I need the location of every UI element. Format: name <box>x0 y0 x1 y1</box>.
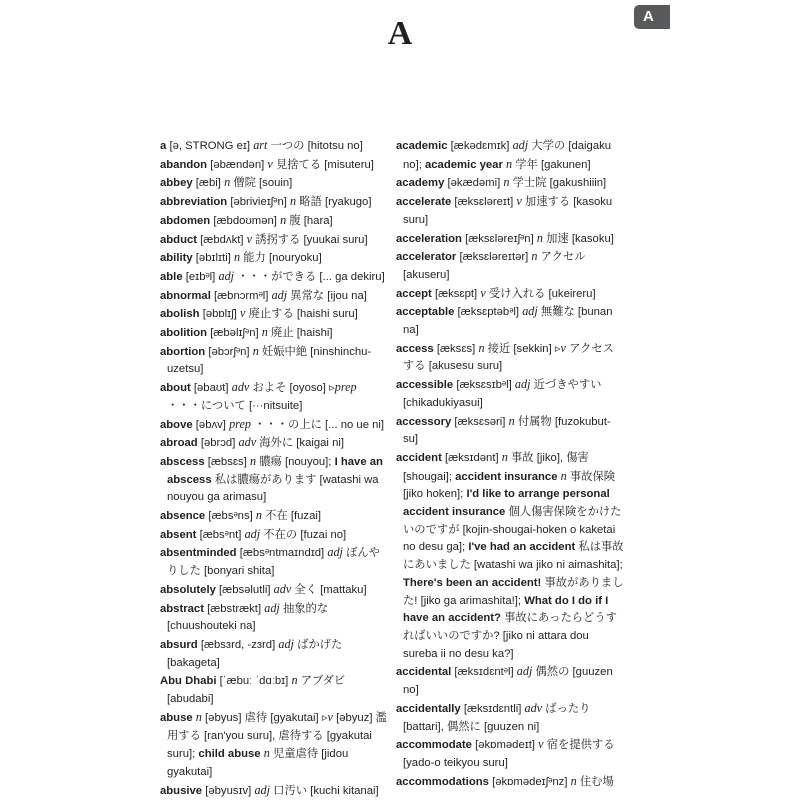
gloss: ぼんやりした [bonyari shita] <box>167 547 380 578</box>
part-of-speech: n <box>531 249 538 264</box>
gloss: 抽象的な [chuushouteki na] <box>167 602 329 633</box>
example-translation: 私は事故にあいました [watashi wa jiko ni aimashita]; <box>403 541 624 572</box>
dictionary-entry <box>396 193 624 229</box>
gloss: 加速 [kasoku] <box>546 232 614 245</box>
gloss: およそ [oyoso] <box>252 382 326 395</box>
entry-headword: accelerate <box>396 196 452 209</box>
gloss: ばったり [battari], 偶然に [guuzen ni] <box>403 702 591 733</box>
entry-headword: abolish <box>160 308 200 321</box>
pronunciation: [əkædəmi] <box>447 177 501 190</box>
pronunciation: [æksɛləreɪʃᵊn] <box>465 232 534 245</box>
thumb-index-tab[interactable]: A <box>634 5 670 29</box>
entry-headword: accidental <box>396 666 452 679</box>
entry-headword: accessible <box>396 379 454 392</box>
part-of-speech: adj <box>271 287 288 302</box>
dictionary-entry <box>160 249 388 268</box>
pronunciation: [æbəlɪʃᵊn] <box>210 327 259 340</box>
gloss: 近づきやすい [chikadukiyasui] <box>403 379 602 409</box>
pronunciation: [ækədɛmɪk] <box>450 140 510 152</box>
part-of-speech: adv <box>231 380 250 395</box>
entry-headword: access <box>396 342 434 355</box>
dictionary-column-right <box>396 137 624 791</box>
entry-headword: absent <box>160 528 197 541</box>
part-of-speech: v <box>246 231 253 246</box>
pronunciation: [æksɪdɛntli] <box>463 702 522 715</box>
dictionary-entry <box>160 709 388 782</box>
example-translation: 事故がありました! [jiko ga arimashita!]; <box>403 576 624 607</box>
dictionary-entry <box>160 636 388 672</box>
pronunciation: [əkɒmədeɪt] <box>475 739 536 752</box>
pronunciation: [əbɒlɪʃ] <box>202 308 237 321</box>
part-of-speech: adv <box>273 581 292 596</box>
entry-headword: absentminded <box>160 547 237 560</box>
entry-headword: abolition <box>160 327 208 340</box>
part-of-speech: prep <box>334 380 357 395</box>
entry-headword: abandon <box>160 158 208 171</box>
gloss: ・・・について [···nitsuite] <box>167 399 303 412</box>
gloss: 事故 [jiko], 傷害 [shougai]; <box>403 451 589 483</box>
part-of-speech: v <box>327 709 333 724</box>
pronunciation: [æbdʌkt] <box>200 233 244 246</box>
part-of-speech: n <box>560 468 567 483</box>
part-of-speech: adj <box>254 782 271 797</box>
dictionary-entry <box>160 581 388 600</box>
pronunciation: [ˈæbuː ˈdɑːbɪ] <box>219 675 289 688</box>
entry-headword: ability <box>160 252 193 265</box>
dictionary-entry <box>160 507 388 526</box>
gloss: 誘拐する [yuukai suru] <box>255 233 368 246</box>
entry-headword: abuse <box>160 711 193 724</box>
part-of-speech: n <box>570 773 577 788</box>
example-phrase: accident insurance <box>455 470 558 483</box>
gloss: 大学の [daigaku no]; <box>403 140 612 171</box>
pronunciation: [ə, STRONG eɪ] <box>169 140 251 152</box>
entry-headword: accessory <box>396 415 452 428</box>
gloss: 全く [mattaku] <box>294 583 367 596</box>
pronunciation: [æbsɜrd, -zɜrd] <box>200 638 276 651</box>
dictionary-entry <box>396 449 624 663</box>
example-phrase: There's been an accident! <box>403 576 542 589</box>
dictionary-entry <box>160 324 388 343</box>
entry-headword: abbey <box>160 177 193 190</box>
dictionary-column-left <box>160 137 388 800</box>
pronunciation: [æksɪdɛntᵊl] <box>454 666 514 679</box>
dictionary-entry <box>396 376 624 412</box>
gloss: ばかげた [bakageta] <box>167 638 343 669</box>
part-of-speech: art <box>253 138 268 152</box>
gloss: 一つの [hitotsu no] <box>270 140 363 152</box>
pronunciation: [əbʌv] <box>195 418 226 431</box>
dictionary-entry <box>396 413 624 449</box>
entry-headword: abroad <box>160 437 198 450</box>
dictionary-entry <box>160 212 388 231</box>
pronunciation: [æbsɛs] <box>207 455 247 468</box>
part-of-speech: v <box>480 285 486 300</box>
dictionary-entry <box>160 137 388 156</box>
example-translation: 私は膿瘍があります [watashi wa nouyou ga arimasu] <box>167 473 379 504</box>
pronunciation: [æbstrækt] <box>207 602 262 615</box>
entry-headword: abdomen <box>160 214 211 227</box>
entry-headword: about <box>160 382 191 395</box>
gloss: 略語 [ryakugo] <box>299 196 372 209</box>
entry-headword: academic <box>396 140 448 152</box>
dictionary-entry <box>160 156 388 175</box>
part-of-speech: n <box>280 212 287 227</box>
gloss: 住む場 <box>579 775 614 788</box>
dictionary-entry <box>160 193 388 212</box>
part-of-speech: adv <box>238 435 257 450</box>
gloss: 口汚い [kuchi kitanai] <box>273 784 379 797</box>
pronunciation: [əbriviеɪʃᵊn] <box>230 196 287 209</box>
part-of-speech: n <box>290 194 297 209</box>
gloss: 廃止する [haishi suru] <box>248 308 358 321</box>
part-of-speech: n <box>508 413 515 428</box>
gloss: 無難な [bunan na] <box>403 306 613 337</box>
part-of-speech: n <box>255 508 262 523</box>
dictionary-entry <box>396 285 624 304</box>
dictionary-entry <box>396 248 624 284</box>
pronunciation: [əbaʊt] <box>193 382 229 395</box>
dictionary-entry <box>160 287 388 306</box>
pronunciation: [əbændən] <box>210 158 265 171</box>
part-of-speech: adj <box>327 545 343 560</box>
example-translation: 事故保険 [jiko hoken]; <box>403 470 616 501</box>
gloss: 濫用する [ran'you suru], 虐待する [gyakutai suru]; <box>167 711 387 761</box>
gloss: 見捨てる [misuteru] <box>275 158 374 171</box>
entry-headword: accidentally <box>396 702 461 715</box>
example-phrase: academic year <box>424 158 503 171</box>
pronunciation: [æbsᵊntmaɪndɪd] <box>239 547 325 560</box>
entry-headword: accident <box>396 451 442 464</box>
pronunciation: [əbɪlɪti] <box>195 252 231 265</box>
example-phrase: child abuse <box>198 748 261 761</box>
example-translation: 個人傷害保険をかけたいのですが [kojin-shougai-hoken o kaketai no desu ga]; <box>403 506 622 554</box>
gloss: 廃止 [haishi] <box>271 327 333 340</box>
part-of-speech: v <box>516 194 522 209</box>
entry-headword: accommodations <box>396 775 489 788</box>
gloss: 偶然の [guuzen no] <box>403 666 613 697</box>
part-of-speech: n <box>506 156 513 171</box>
part-of-speech: n <box>195 709 202 724</box>
dictionary-entry <box>160 672 388 708</box>
entry-headword: accept <box>396 287 432 300</box>
part-of-speech: adj <box>512 138 529 152</box>
dictionary-entry <box>160 174 388 193</box>
part-of-speech: n <box>261 325 268 340</box>
entry-headword: able <box>160 270 183 283</box>
part-of-speech: n <box>233 250 241 265</box>
pronunciation: [æksɪdənt] <box>444 451 499 464</box>
example-translation: 学年 [gakunen] <box>515 158 591 171</box>
example-phrase: I have an abscess <box>167 455 383 486</box>
dictionary-entry <box>396 303 624 339</box>
gloss: 能力 [nouryoku] <box>243 252 322 265</box>
part-of-speech: prep <box>229 416 251 431</box>
part-of-speech: n <box>249 453 257 468</box>
entry-separator-icon: ▹ <box>321 711 328 724</box>
part-of-speech: v <box>267 156 273 171</box>
entry-headword: accelerator <box>396 251 457 264</box>
pronunciation: [eɪbᵊl] <box>185 270 216 283</box>
dictionary-entry <box>160 600 388 636</box>
entry-headword: abusive <box>160 784 203 797</box>
entry-headword: abortion <box>160 345 206 358</box>
pronunciation: [æksɛsɪbᵊl] <box>456 379 512 392</box>
part-of-speech: n <box>252 343 259 358</box>
part-of-speech: n <box>291 673 298 688</box>
dictionary-entry <box>396 773 624 792</box>
dictionary-entry <box>160 526 388 545</box>
gloss: 学士院 [gakushiiin] <box>512 177 607 190</box>
dictionary-entry <box>160 343 388 379</box>
pronunciation: [æbi] <box>195 177 221 190</box>
gloss: 不在の [fuzai no] <box>263 528 347 541</box>
entry-headword: absence <box>160 510 206 523</box>
gloss: 海外に [kaigai ni] <box>259 437 345 450</box>
pronunciation: [əbyus] <box>205 711 242 724</box>
entry-headword: absolutely <box>160 583 216 596</box>
pronunciation: [æbdoʊmən] <box>213 214 277 227</box>
entry-separator-icon: ▹ <box>329 382 335 395</box>
part-of-speech: adj <box>514 377 531 392</box>
part-of-speech: n <box>501 449 508 464</box>
part-of-speech: adv <box>524 700 543 715</box>
entry-headword: a <box>160 140 167 152</box>
pronunciation: [əbyusɪv] <box>205 784 252 797</box>
part-of-speech: adj <box>218 268 235 283</box>
entry-headword: abduct <box>160 233 198 246</box>
gloss: 虐待 [gyakutai] <box>244 711 319 724</box>
dictionary-entry <box>396 137 624 174</box>
gloss: ・・・の上に [... no ue ni] <box>254 418 385 431</box>
part-of-speech: adj <box>244 526 261 541</box>
gloss: 加速する [kasoku suru] <box>403 196 613 226</box>
entry-headword: abbreviation <box>160 196 228 209</box>
entry-headword: abscess <box>160 455 205 468</box>
entry-headword: Abu Dhabi <box>160 675 217 688</box>
entry-headword: abstract <box>160 602 204 615</box>
gloss: アブダビ [abudabi] <box>167 675 346 706</box>
gloss: 僧院 [souin] <box>233 177 293 190</box>
dictionary-entry <box>160 379 388 415</box>
dictionary-entry <box>396 700 624 736</box>
entry-headword: above <box>160 418 193 431</box>
part-of-speech: v <box>538 737 544 752</box>
pronunciation: [æksɛptəbᵊl] <box>457 306 520 319</box>
dictionary-entry <box>396 230 624 249</box>
gloss: 受け入れる [ukeireru] <box>488 287 596 300</box>
pronunciation: [æksɛləreɪt] <box>454 196 514 209</box>
gloss: 膿瘍 [nouyou]; <box>259 455 332 468</box>
example-translation: 児童虐待 [jidou gyakutai] <box>167 748 349 778</box>
part-of-speech: v <box>560 340 566 355</box>
pronunciation: [əbɔrʃᵊn] <box>208 345 250 358</box>
pronunciation: [əbrɔd] <box>200 437 236 450</box>
dictionary-entry <box>396 174 624 193</box>
gloss: 腹 [hara] <box>289 214 333 227</box>
entry-headword: abnormal <box>160 289 211 302</box>
pronunciation: [æbsəlutli] <box>219 583 271 596</box>
part-of-speech: v <box>240 306 246 321</box>
part-of-speech: n <box>536 230 543 245</box>
part-of-speech: n <box>224 175 231 190</box>
dictionary-entry <box>160 416 388 435</box>
dictionary-entry <box>160 305 388 324</box>
gloss: アクセル [akuseru] <box>403 251 586 281</box>
entry-headword: acceptable <box>396 306 455 319</box>
dictionary-entry <box>160 231 388 250</box>
part-of-speech: adj <box>522 304 538 319</box>
example-phrase: I'd like to arrange personal accident insurance <box>403 488 610 519</box>
gloss: 妊娠中絶 [ninshinchu-uzetsu] <box>167 345 372 376</box>
part-of-speech: n <box>263 746 270 761</box>
part-of-speech: adj <box>264 600 280 615</box>
part-of-speech: n <box>478 340 485 355</box>
entry-headword: absurd <box>160 638 198 651</box>
dictionary-entry <box>396 663 624 699</box>
pronunciation: [æbnɔrmᵊl] <box>214 289 269 302</box>
entry-headword: academy <box>396 177 445 190</box>
section-letter-heading: A <box>387 15 413 52</box>
dictionary-entry <box>396 340 624 376</box>
pronunciation: [æksɛləreɪtər] <box>459 251 529 264</box>
example-translation: 事故にあったらどうすればいいのですか? [jiko ni attara dou sureba ii no desu ka?] <box>403 612 617 660</box>
gloss: 接近 [sekkin] <box>487 342 552 355</box>
example-phrase: What do I do if I have an accident? <box>403 594 609 625</box>
dictionary-entry <box>160 544 388 580</box>
part-of-speech: adj <box>278 636 294 651</box>
entry-separator-icon: ▹ <box>554 342 561 355</box>
dictionary-entry <box>160 268 388 287</box>
pronunciation: [æksɛsəri] <box>454 415 506 428</box>
part-of-speech: n <box>503 175 510 190</box>
gloss: 宿を提供する [yado-o teikyou suru] <box>403 739 615 769</box>
gloss: 付属物 [fuzokubut-su] <box>403 415 611 446</box>
pronunciation: [æbsᵊns] <box>208 510 253 523</box>
dictionary-entry <box>396 736 624 772</box>
dictionary-entry <box>160 434 388 453</box>
example-phrase: I've had an accident <box>468 541 576 554</box>
pronunciation: [æksɛs] <box>436 342 476 355</box>
part-of-speech: adj <box>516 664 533 679</box>
dictionary-entry <box>160 782 388 800</box>
gloss: アクセスする [akusesu suru] <box>403 342 614 373</box>
gloss: ・・・ができる [... ga dekiru] <box>237 270 385 283</box>
pronunciation: [æbsᵊnt] <box>199 528 242 541</box>
dictionary-entry <box>160 453 388 507</box>
pronunciation: [æksɛpt] <box>434 287 478 300</box>
gloss: 不在 [fuzai] <box>265 510 321 523</box>
pronunciation: [əbyuz] <box>336 711 373 724</box>
gloss: 異常な [ijou na] <box>290 289 367 302</box>
entry-headword: accommodate <box>396 739 472 752</box>
entry-headword: acceleration <box>396 232 462 245</box>
pronunciation: [əkɒmədeɪʃᵊnz] <box>492 775 568 788</box>
